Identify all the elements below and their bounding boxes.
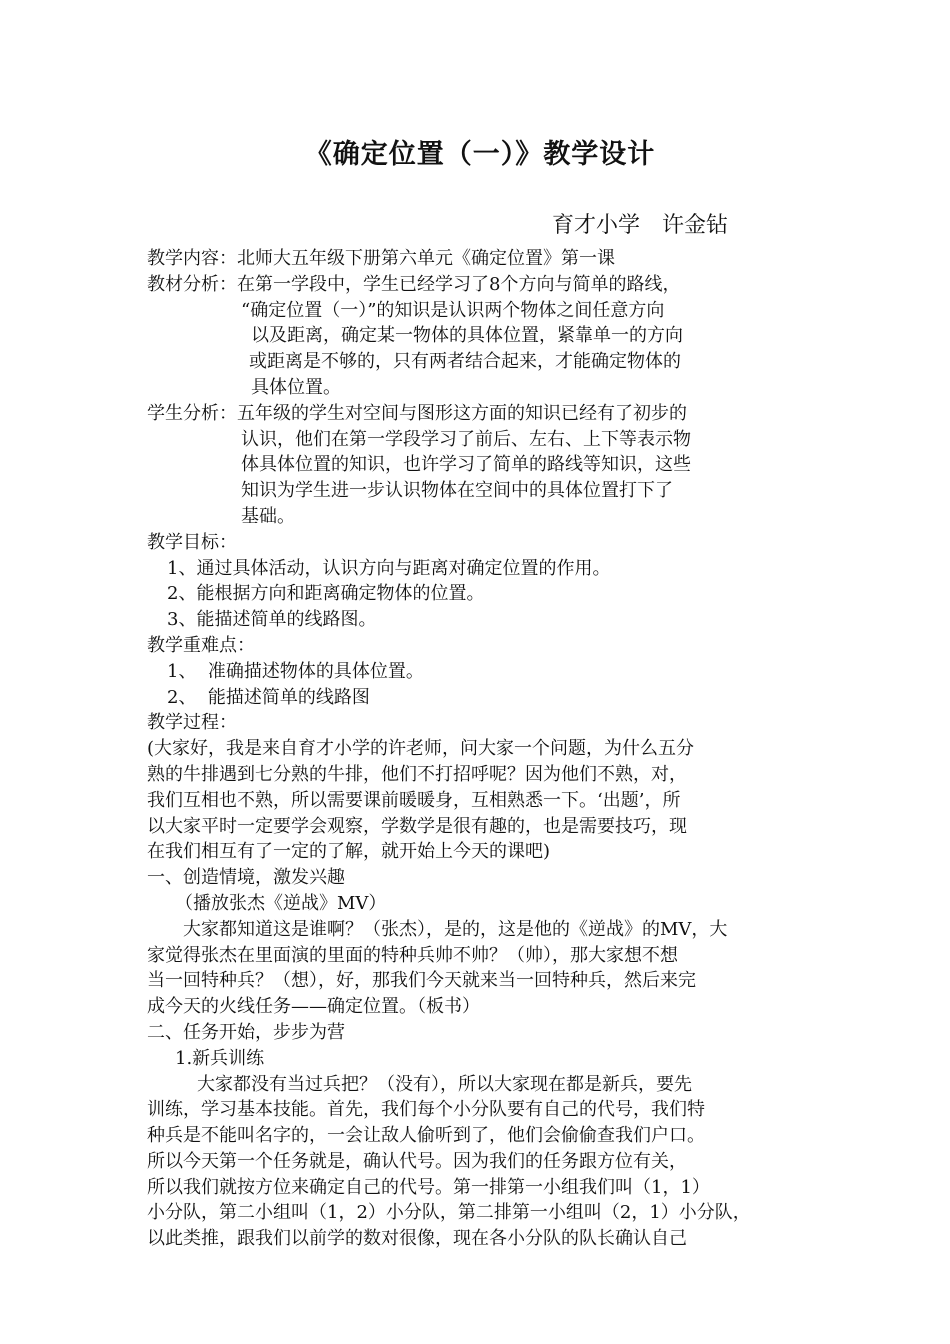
section-heading: 二、任务开始，步步为营 (147, 1021, 345, 1043)
author-line: 育才小学 许金钻 (552, 213, 729, 238)
goal-item: 2、能根据方向和距离确定物体的位置。 (167, 583, 485, 605)
text-line: 以及距离，确定某一物体的具体位置，紧靠单一的方向 (251, 325, 683, 347)
section-subheading: 1.新兵训练 (175, 1047, 265, 1069)
intro-line: 熟的牛排遇到七分熟的牛排，他们不打招呼呢？因为他们不熟，对， (147, 763, 687, 785)
intro-line: 我们互相也不熟，所以需要课前暖暖身，互相熟悉一下。‘出题’，所 (147, 789, 681, 811)
section-line: 种兵是不能叫名字的，一会让敌人偷听到了，他们会偷偷查我们户口。 (147, 1125, 705, 1147)
teaching-process-label: 教学过程： (147, 712, 237, 734)
key-point-item: 2、 能描述简单的线路图 (167, 686, 370, 708)
section-line: 小分队，第二小组叫（1，2）小分队，第二排第一小组叫（2，1）小分队， (147, 1202, 751, 1224)
section-line: 成今天的火线任务——确定位置。（板书） (147, 996, 480, 1018)
teaching-goals-label: 教学目标： (147, 531, 237, 553)
teaching-content-text: 北师大五年级下册第六单元《确定位置》第一课 (237, 248, 615, 269)
text-line: 或距离是不够的，只有两者结合起来，才能确定物体的 (249, 351, 681, 373)
student-analysis-text (237, 401, 812, 530)
text-line: 在第一学段中，学生已经学习了8个方向与简单的路线， (237, 273, 681, 295)
section-line: 大家都知道这是谁啊？（张杰），是的，这是他的《逆战》的MV，大 (183, 918, 728, 940)
document-title: 《确定位置（一）》教学设计 (304, 139, 656, 170)
document-body (147, 246, 812, 1252)
section-line: 当一回特种兵？（想），好，那我们今天就来当一回特种兵，然后来完 (147, 970, 696, 992)
text-line: 具体位置。 (251, 376, 341, 398)
student-analysis (147, 401, 812, 530)
textbook-analysis (147, 272, 812, 401)
section-line: 所以我们就按方位来确定自己的代号。第一排第一小组我们叫（1，1） (147, 1176, 710, 1198)
section-note: （播放张杰《逆战》MV） (175, 892, 387, 914)
section-line: 训练，学习基本技能。首先，我们每个小分队要有自己的代号，我们特 (147, 1099, 705, 1121)
text-line: 体具体位置的知识，也许学习了简单的路线等知识，这些 (241, 454, 691, 476)
text-line: 知识为学生进一步认识物体在空间中的具体位置打下了 (241, 480, 673, 502)
textbook-analysis-text (237, 272, 812, 401)
text-line: 基础。 (241, 505, 295, 527)
key-points-label: 教学重难点： (147, 634, 255, 656)
intro-line: 以大家平时一定要学会观察，学数学是很有趣的，也是需要技巧，现 (147, 815, 687, 837)
intro-line: (大家好，我是来自育才小学的许老师，问大家一个问题，为什么五分 (147, 738, 695, 760)
teaching-content (147, 246, 812, 272)
section-line: 家觉得张杰在里面演的里面的特种兵帅不帅？（帅），那大家想不想 (147, 944, 678, 966)
intro-line: 在我们相互有了一定的了解，就开始上今天的课吧) (147, 841, 551, 863)
goal-item: 1、通过具体活动，认识方向与距离对确定位置的作用。 (167, 557, 611, 579)
text-line: 五年级的学生对空间与图形这方面的知识已经有了初步的 (237, 402, 687, 424)
textbook-analysis-label: 教材分析： (147, 273, 237, 295)
teaching-content-label: 教学内容： (147, 248, 237, 269)
section-heading: 一、创造情境，激发兴趣 (147, 867, 345, 889)
key-point-item: 1、 准确描述物体的具体位置。 (167, 660, 424, 682)
student-analysis-label: 学生分析： (147, 402, 237, 424)
goal-item: 3、能描述简单的线路图。 (167, 609, 377, 631)
text-line: “确定位置（一）”的知识是认识两个物体之间任意方向 (241, 299, 665, 321)
section-line: 以此类推，跟我们以前学的数对很像，现在各小分队的队长确认自己 (147, 1228, 687, 1250)
section-line: 所以今天第一个任务就是，确认代号。因为我们的任务跟方位有关， (147, 1150, 687, 1172)
text-line: 认识，他们在第一学段学习了前后、左右、上下等表示物 (241, 428, 691, 450)
section-line: 大家都没有当过兵把？（没有），所以大家现在都是新兵，要先 (197, 1073, 692, 1095)
